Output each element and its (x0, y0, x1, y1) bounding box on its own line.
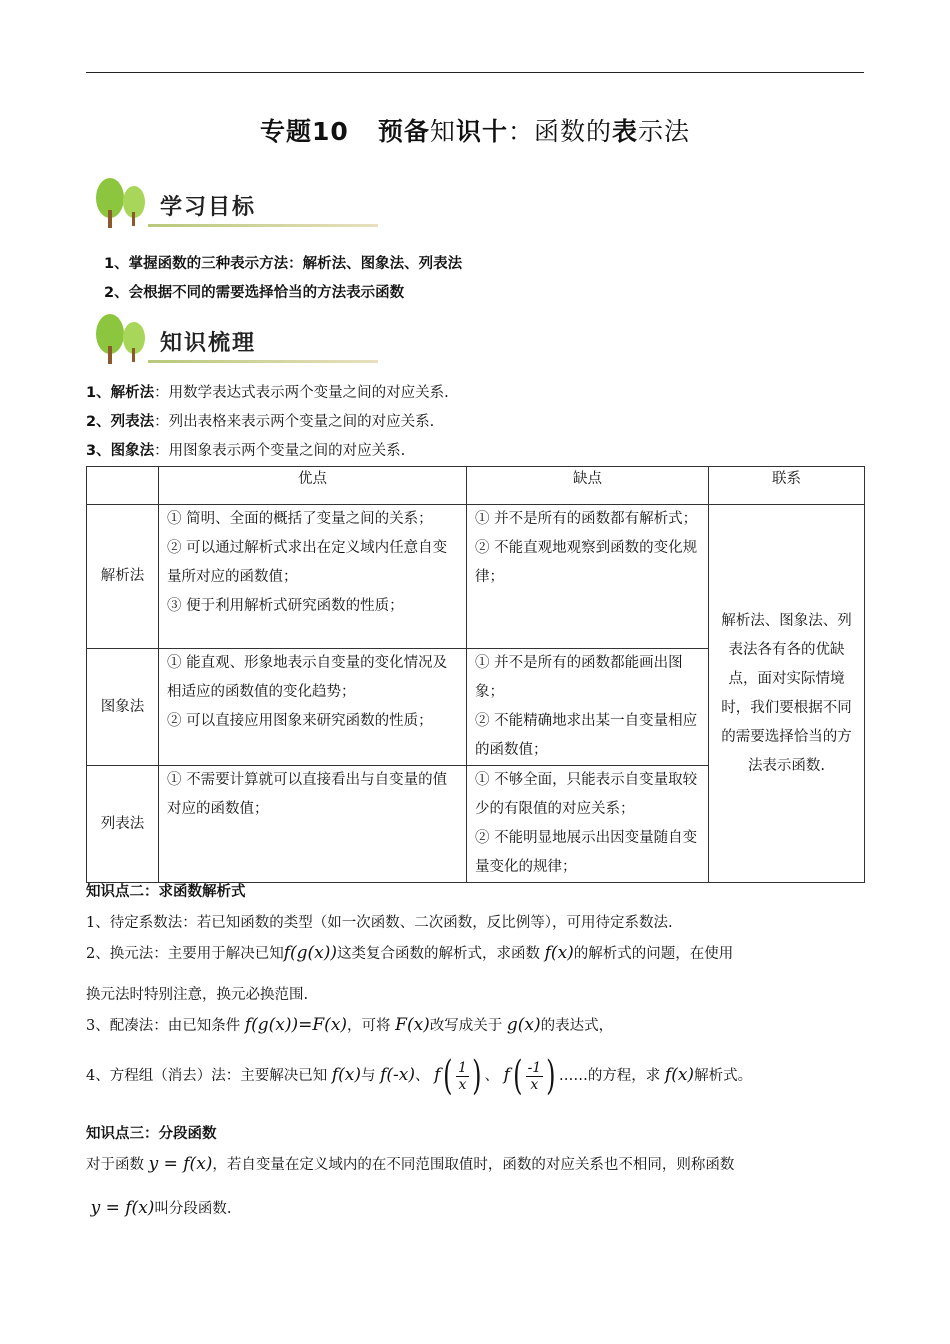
text: 4、方程组（消去）法：主要解决已知 (86, 1068, 328, 1084)
goals-banner (92, 174, 292, 234)
math-expr: y = f(x) (90, 1198, 155, 1218)
page-title (0, 112, 950, 148)
math-expr: f (503, 1065, 510, 1085)
text: 解析式。 (694, 1068, 753, 1084)
method-paragraph (86, 1053, 753, 1099)
denominator: x (530, 1076, 539, 1093)
cell-text: ② 可以通过解析式求出在定义域内任意自变量所对应的函数值； (167, 540, 448, 585)
math-expr: f (434, 1065, 441, 1085)
table-header-row (87, 467, 865, 505)
goals-banner-label: 学习目标 (160, 195, 257, 220)
table-header: 优点 (159, 467, 467, 505)
math-expr: f(g(x)) (244, 1015, 299, 1035)
text: 、 (415, 1068, 430, 1084)
cell-text: ① 并不是所有的函数都有解析式； (475, 511, 698, 527)
cell-text: ① 能直观、形象地表示自变量的变化情况及相适应的函数值的变化趋势； (167, 655, 448, 700)
row-label: 图象法 (87, 649, 159, 766)
text: 3、配凑法：由已知条件 (86, 1018, 241, 1034)
method-desc: ：用图象表示两个变量之间的对应关系. (154, 443, 406, 459)
text: ，若自变量在定义域内的在不同范围取值时，函数的对应关系也不相同，则称函数 (212, 1157, 735, 1173)
cell-text: ① 简明、全面的概括了变量之间的关系； (167, 511, 433, 527)
text: 、 (484, 1068, 500, 1084)
text: 的解析式的问题，在使用 (573, 946, 734, 962)
method-paragraph: 1、待定系数法：若已知函数的类型（如一次函数、二次函数，反比例等），可用待定系数法. (86, 915, 673, 931)
text: 与 (361, 1068, 376, 1084)
method-line (86, 410, 434, 431)
math-expr: = (298, 1015, 313, 1035)
definition-line (86, 1197, 232, 1218)
banner-underline (148, 224, 378, 227)
fraction (456, 1060, 469, 1093)
paren: ( (443, 1053, 453, 1099)
title-topic: 专题10 (259, 117, 349, 146)
cell-text: ② 不能精确地求出某一自变量相应的函数值； (475, 713, 698, 758)
row-label: 解析法 (87, 505, 159, 649)
link-cell: 解析法、图象法、列表法各有各的优缺点，面对实际情境时，我们要根据不同的需要选择恰当的方法表示函数. (709, 505, 865, 883)
tree-icon (92, 310, 152, 366)
knowledge-banner (92, 310, 292, 370)
text: 这类复合函数的解析式，求函数 (337, 946, 541, 962)
math-expr: F(x) (312, 1015, 348, 1035)
fraction (526, 1060, 544, 1093)
math-expr: f(x) (664, 1065, 695, 1085)
banner-underline (148, 360, 378, 363)
paren: ) (546, 1053, 556, 1099)
goal-item: 1、掌握函数的三种表示方法：解析法、图象法、列表法 (104, 256, 463, 272)
math-expr: f(g(x)) (283, 943, 338, 963)
table-header: 缺点 (467, 467, 709, 505)
numerator: 1 (458, 1059, 467, 1076)
text: 改写成关于 (429, 1018, 503, 1034)
comparison-table (86, 466, 865, 883)
section-title: 知识点三：分段函数 (86, 1126, 217, 1142)
paren: ) (472, 1053, 482, 1099)
method-name: 1、解析法 (86, 385, 155, 401)
method-name: 2、列表法 (86, 414, 155, 430)
math-expr: g(x) (506, 1015, 541, 1035)
title-part: 知 (429, 117, 456, 146)
table-header: 联系 (709, 467, 865, 505)
cons-cell (467, 766, 709, 883)
knowledge-banner-label: 知识梳理 (160, 331, 257, 356)
text: 的表达式， (540, 1018, 614, 1034)
math-expr: f(-x) (380, 1065, 415, 1085)
section-title: 知识点二：求函数解析式 (86, 884, 246, 900)
pros-cell (159, 766, 467, 883)
cell-text: ① 不够全面，只能表示自变量取较少的有限值的对应关系； (475, 772, 698, 817)
numerator: -1 (527, 1059, 542, 1076)
math-expr: F(x) (395, 1015, 430, 1035)
cell-text: ② 可以直接应用图象来研究函数的性质； (167, 713, 433, 729)
pros-cell (159, 649, 467, 766)
text: ，可将 (347, 1018, 391, 1034)
pros-cell (159, 505, 467, 649)
method-paragraph (86, 1014, 613, 1035)
paren: ( (513, 1053, 523, 1099)
math-expr: y = f(x) (148, 1154, 213, 1174)
tree-icon (92, 174, 152, 230)
definition-line (86, 1153, 734, 1174)
cell-text: ① 并不是所有的函数都能画出图象； (475, 655, 683, 700)
cell-text: ② 不能明显地展示出因变量随自变量变化的规律； (475, 830, 698, 875)
method-desc: ：用数学表达式表示两个变量之间的对应关系. (154, 385, 449, 401)
title-part: 预备 (377, 117, 430, 146)
text: ……的方程，求 (558, 1068, 661, 1084)
method-desc: ：列出表格来表示两个变量之间的对应关系. (154, 414, 435, 430)
table-row (87, 505, 865, 649)
cell-text: ② 不能直观地观察到函数的变化规律； (475, 540, 698, 585)
title-part: ：函数的 (507, 117, 612, 146)
table-header (87, 467, 159, 505)
denominator: x (458, 1076, 467, 1093)
text: 2、换元法：主要用于解决已知 (86, 946, 284, 962)
header-rule (86, 72, 864, 73)
title-part: 表 (611, 117, 638, 146)
title-part: 示法 (637, 117, 690, 146)
method-paragraph (86, 942, 733, 963)
method-line (86, 381, 449, 402)
cell-text: ① 不需要计算就可以直接看出与自变量的值对应的函数值； (167, 772, 448, 817)
method-paragraph: 换元法时特别注意，换元必换范围. (86, 987, 309, 1003)
text: 对于函数 (86, 1157, 144, 1173)
cons-cell (467, 505, 709, 649)
text: 叫分段函数. (154, 1201, 232, 1217)
row-label: 列表法 (87, 766, 159, 883)
math-expr: f(x) (544, 943, 574, 963)
goal-item: 2、会根据不同的需要选择恰当的方法表示函数 (104, 285, 405, 301)
method-name: 3、图象法 (86, 443, 155, 459)
method-line (86, 439, 405, 460)
cell-text: ③ 便于利用解析式研究函数的性质； (167, 598, 404, 614)
cons-cell (467, 649, 709, 766)
title-part: 识十 (455, 117, 508, 146)
math-expr: f(x) (331, 1065, 361, 1085)
